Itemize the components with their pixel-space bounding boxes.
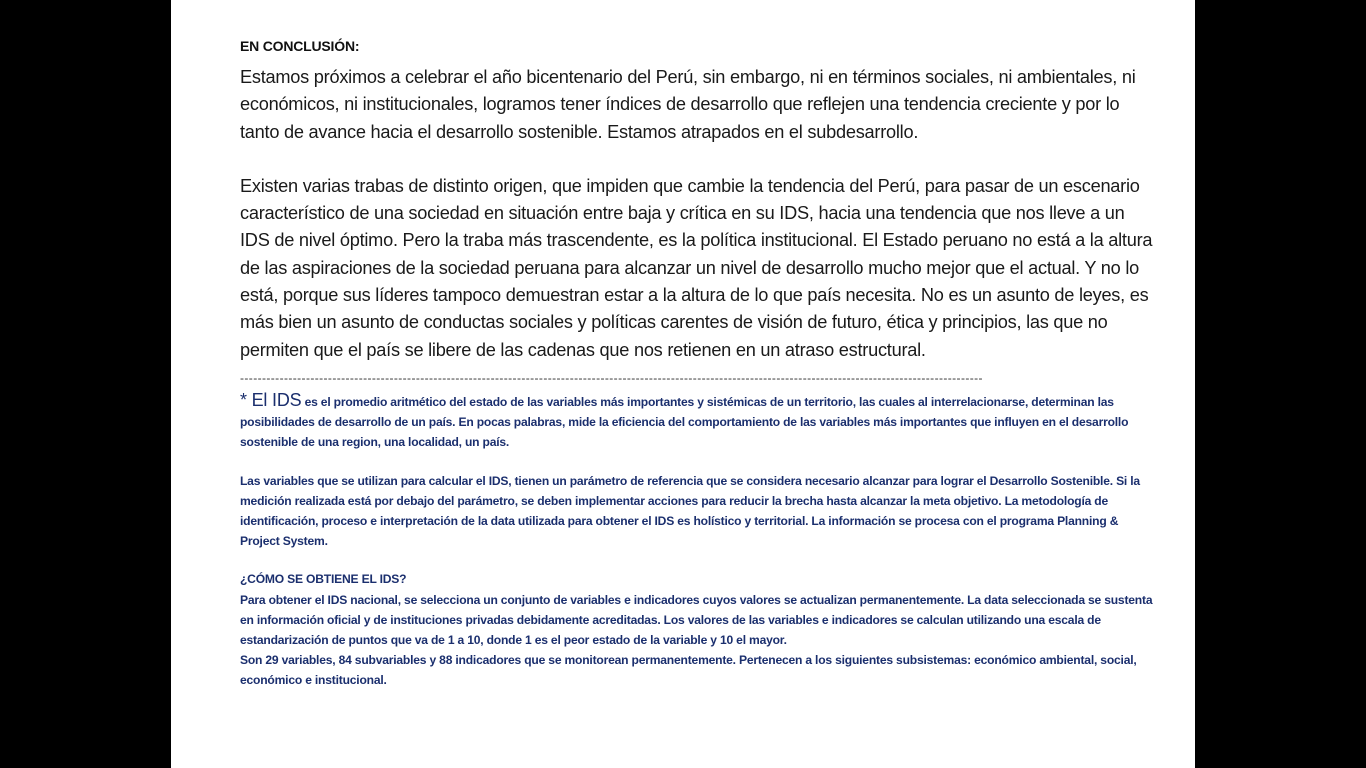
conclusion-paragraph-1: Estamos próximos a celebrar el año bicentenario del Perú, sin embargo, ni en términos sociales, ni ambientales, ni económicos, ni institucionales, logramos tener índices de desarrollo que reflejen una tendencia creciente y por lo tanto de avance hacia el desarrollo sostenible. Estamos atrapados en el subdesarrollo. — [240, 67, 1136, 142]
footnote-method: Para obtener el IDS nacional, se selecciona un conjunto de variables e indicadores cuyos valores se actualizan permanentemente. La data seleccionada se sustenta en información oficial y de instituciones privadas debidamente acreditadas. Los valores de las variables e indicadores se calculan utilizando una escala de estandarización de puntos que va de 1 a 10, donde 1 es el peor estado de la variable y 10 el mayor. — [240, 592, 1153, 647]
footnote-lead: * El IDS — [240, 389, 302, 410]
conclusion-paragraph-2: Existen varias trabas de distinto origen, que impiden que cambie la tendencia del Perú, para pasar de un escenario característico de una sociedad en situación entre baja y crítica en su IDS, hacia una tendencia que nos lleve a un IDS de nivel óptimo. Pero la traba más trascendente, es la política institucional. El Estado peruano no está a la altura de las aspiraciones de la sociedad peruana para alcanzar un nivel de desarrollo mucho mejor que el actual. Y no lo está, porque sus líderes tampoco demuestran estar a la altura de lo que país necesita. No es un asunto de leyes, es más bien un asunto de conductas sociales y políticas carentes de visión de futuro, ética y principios, las que no permiten que el país se libere de las cadenas que nos retienen en un atraso estructural. — [240, 175, 1153, 360]
footnote-definition — [240, 390, 1155, 453]
footnote-definition-text: es el promedio aritmético del estado de las variables más importantes y sistémicas de un territorio, las cuales al interrelacionarse, determinan las posibilidades de desarrollo de un país. En pocas palabras, mide la eficiencia del comportamiento de las variables más importantes que influyen en el desarrollo sostenible de una region, una localidad, un país. — [240, 394, 1129, 450]
footnote-variables: Las variables que se utilizan para calcular el IDS, tienen un parámetro de referencia que se considera necesario alcanzar para lograr el Desarrollo Sostenible. Si la medición realizada está por debajo del parámetro, se deben implementar acciones para reducir la brecha hasta alcanzar la meta objetivo. La metodología de identificación, proceso e interpretación de la data utilizada para obtener el IDS es holístico y territorial. La información se procesa con el programa Planning & Project System. — [240, 473, 1140, 549]
document-page — [171, 0, 1195, 768]
footnote-divider: ------------------------------------------------------------------------------------------------------------------------------------------------------------------------- — [240, 371, 983, 384]
footnote-counts: Son 29 variables, 84 subvariables y 88 indicadores que se monitorean permanentemente. Pertenecen a los siguientes subsistemas: económico ambiental, social, económico e institucional. — [240, 653, 1137, 688]
conclusion-heading: EN CONCLUSIÓN: — [240, 38, 360, 54]
footnote-question: ¿CÓMO SE OBTIENE EL IDS? — [240, 572, 407, 587]
